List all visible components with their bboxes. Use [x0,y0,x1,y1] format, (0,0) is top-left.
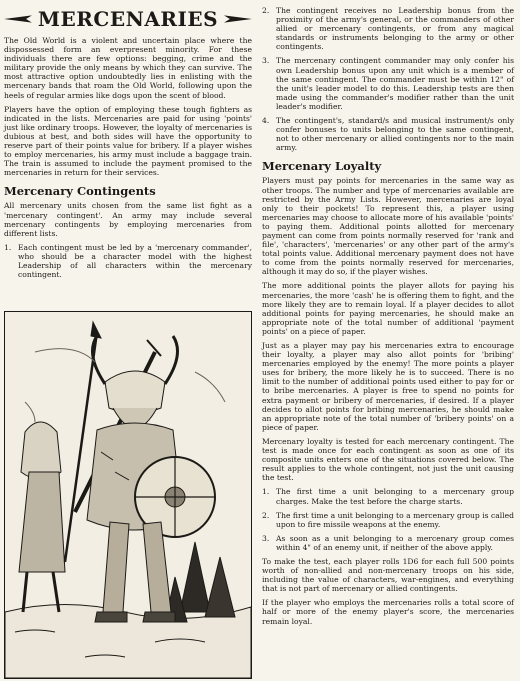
intro-paragraph: Players have the option of employing these tough fighters as indicated in the lists. Mercenaries are paid for using 'points' just like ordinary troops. However, the loyalty of mercenaries is dubious at best, and both sides will have the opportunity to reserve part of their points value for bribery. If a player wishes to employ mercenaries, his army must include a baggage train. The train is assumed to include the payment promised to the mercenaries in return for their services. [4,104,252,178]
loyalty-heading: Mercenary Loyalty [262,159,382,174]
contingent-rules-list-continued [262,6,514,152]
list-item: 4. The contingent's, standard/s and musical instrument/s only confer bonuses to units belonging to the same contingent, not to other mercenary or allied contingents nor to the main army. [262,116,514,153]
loyalty-test-list [262,487,514,552]
loyalty-paragraph: Players must pay points for mercenaries in the same way as other troops. The number and type of mercenaries available are restricted by the Army Lists. However, mercenaries are loyal only to their pockets! To represent this, a player using mercenaries may choose to allocate more of his available 'points' to paying them. Additional points allotted for mercenary payment can come from points normally reserved for 'rank and file', 'characters', 'mercenaries' or any other part of the army's total points value. Additional mercenary payment does not have to come from the points normally reserved for mercenaries, although it may do so, if the player wishes. [262,176,514,277]
contingents-heading: Mercenary Contingents [4,184,156,199]
warrior-illustration [4,311,252,679]
left-arrow-ornament [4,14,32,24]
intro-paragraph: The Old World is a violent and uncertain place where the dispossessed form an everpresent minority. For these individuals there are few options: begging, crime and the military provide the only means by which they can survive. The most attractive option undoubtedly lies in enlisting with the mercenary bands that roam the Old World, following upon the heels of regular armies like dogs upon the scent of blood. [4,36,252,100]
contingent-rules-list [4,243,252,279]
loyalty-paragraph: Mercenary loyalty is tested for each mercenary contingent. The test is made once for each contingent as soon as one of its composite units enters one of the situations covered below. The result applies to the whole contingent, not just the unit causing the test. [262,436,514,483]
list-item: 2. The contingent receives no Leadership bonus from the proximity of the army's general, or the commanders of other allied or mercenary contingents, or from any magical standards or instruments belonging to the army or other contingents. [262,6,514,52]
loyalty-paragraph: The more additional points the player allots for paying his mercenaries, the more 'cash' he is offering them to fight, and the more likely they are to remain loyal. If a player decides to allot additional points for paying mercenaries, he should make an appropriate note of the total number of additional 'payment points' on a piece of paper. [262,281,514,336]
loyalty-test-result: If the player who employs the mercenaries rolls a total score of half or more of the enemy player's score, the mercenaries remain loyal. [262,598,514,626]
left-column [4,6,252,284]
contingents-text: All mercenary units chosen from the same list fight as a 'mercenary contingent'. An army may include several mercenary contingents by employing mercenaries from different lists. [4,201,252,238]
list-item: 3. As soon as a unit belonging to a mercenary group comes within 4" of an enemy unit, if neither of the above apply. [262,533,514,552]
loyalty-paragraph: Just as a player may pay his mercenaries extra to encourage their loyalty, a player may also allot points for 'bribing' mercenaries employed by the enemy! The more points a player uses for bribery, the more likely he is to succeed. There is no limit to the number of additional points used either to pay for or to bribe mercenaries. A player is free to spend no points for extra payment or bribery of mercenaries, if desired. If a player decides to allot points for bribing mercenaries, he should make an appropriate note of the total number of 'bribery points' on a piece of paper. [262,341,514,432]
list-item: 1. Each contingent must be led by a 'mercenary commander', who should be a character model with the highest Leadership of all characters within the mercenary contingent. [4,242,252,280]
warrior-illustration-drawing [5,312,251,678]
page-title: MERCENARIES [37,7,219,31]
loyalty-test-procedure: To make the test, each player rolls 1D6 for each full 500 points worth of non-allied and non-mercenary troops on his side, including the value of characters, war-engines, and everything that is not part of mercenary or allied contingents. [262,556,514,594]
title-banner [4,6,252,32]
list-item: 1. The first time a unit belonging to a mercenary group charges. Make the test before the charge starts. [262,487,514,506]
right-column [262,6,514,626]
right-arrow-ornament [224,14,252,24]
list-item: 2. The first time a unit belonging to a mercenary group is called upon to fire missile weapons at the enemy. [262,510,514,529]
list-item: 3. The mercenary contingent commander may only confer his own Leadership bonus upon any unit which is a member of the same contingent. The commander must be within 12" of the unit's leader model to do this. Leadership tests are then made using the commander's modifier rather than the unit leader's modifier. [262,56,514,111]
